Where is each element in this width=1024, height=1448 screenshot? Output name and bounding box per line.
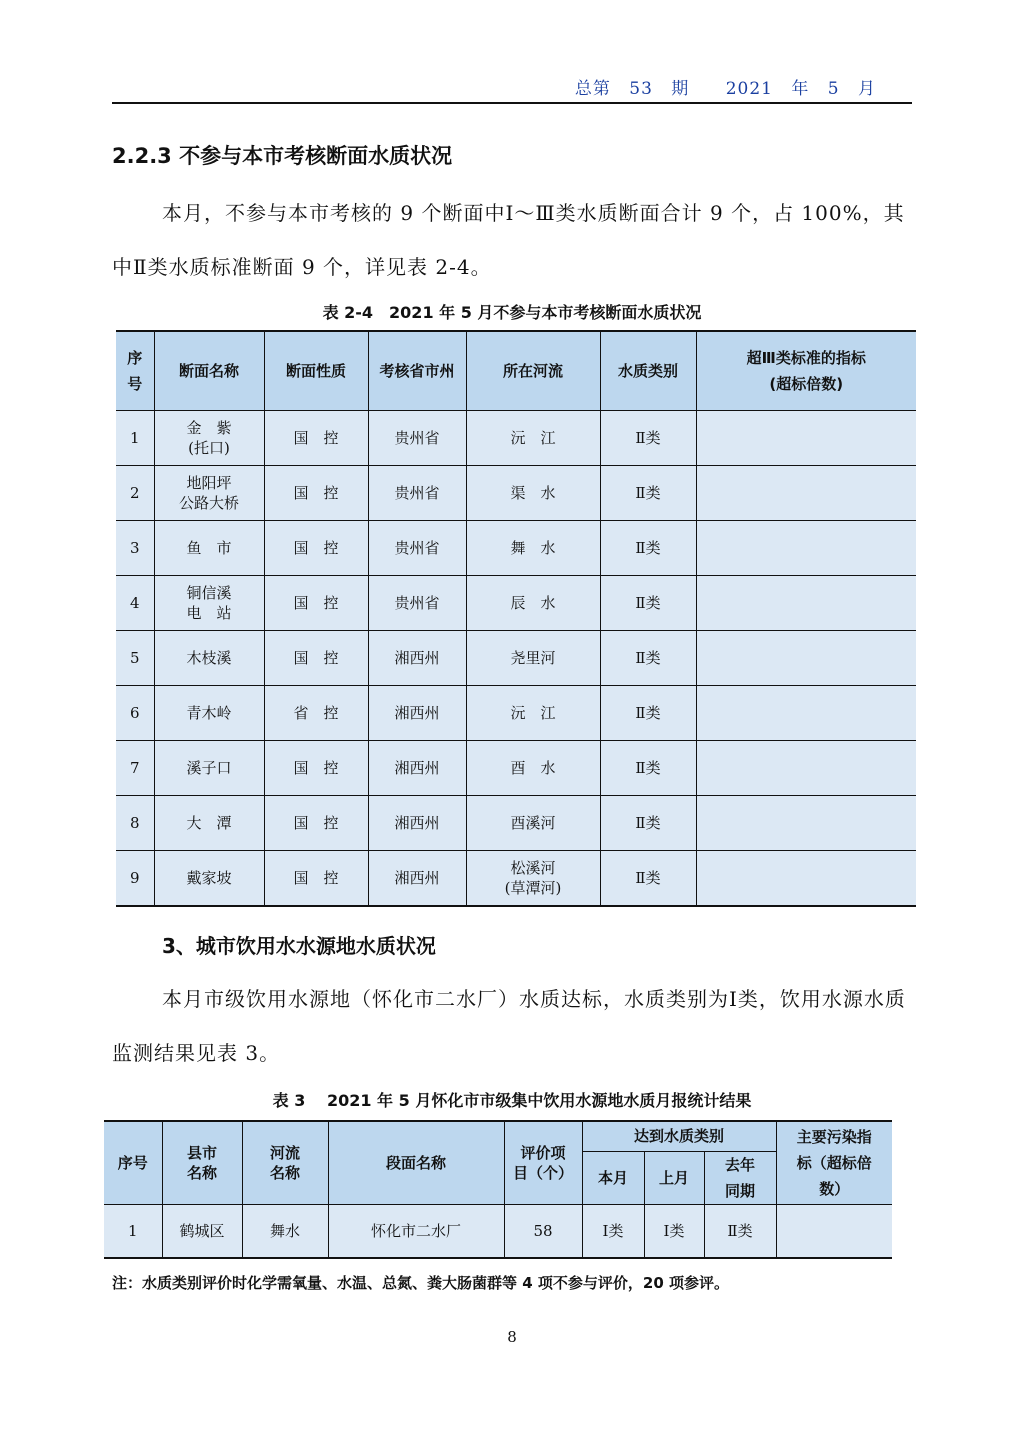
table-row [116, 851, 916, 907]
cell-exceed-indicator [696, 686, 916, 741]
table-row [116, 686, 916, 741]
cell-last-month: Ⅰ类 [644, 1204, 704, 1258]
paragraph-summary: 本月，不参与本市考核的 9 个断面中Ⅰ～Ⅲ类水质断面合计 9 个，占 100%，其中Ⅱ类水质标准断面 9 个，详见表 2-4。 [112, 201, 905, 279]
cell-main-pollutant [776, 1204, 892, 1258]
header-evaluation-items: 评价项 目（个） [504, 1121, 582, 1204]
cell-last-year: Ⅱ类 [704, 1204, 776, 1258]
table-row [116, 411, 916, 466]
cell-province: 湘西州 [368, 796, 466, 851]
table-note: 注：水质类别评价时化学需氧量、水温、总氮、粪大肠菌群等 4 项不参与评价，20 项参评。 [112, 1274, 729, 1292]
cell-water-class: Ⅱ类 [600, 851, 696, 907]
page-header [112, 72, 912, 104]
cell-exceed-indicator [696, 576, 916, 631]
cell-river: 舞水 [242, 1204, 328, 1258]
header-river: 河流 名称 [242, 1121, 328, 1204]
cell-section-type: 国 控 [264, 521, 368, 576]
cell-seq: 5 [116, 631, 154, 686]
cell-seq: 2 [116, 466, 154, 521]
table-row [116, 741, 916, 796]
table-row [116, 576, 916, 631]
cell-section-type: 国 控 [264, 796, 368, 851]
cell-water-class: Ⅱ类 [600, 576, 696, 631]
header-section-type: 断面性质 [264, 331, 368, 411]
cell-river: 渠 水 [466, 466, 600, 521]
section-title: 2.2.3 不参与本市考核断面水质状况 [112, 144, 453, 168]
cell-section-name: 戴家坡 [154, 851, 264, 907]
header-county: 县市 名称 [162, 1121, 242, 1204]
table-3-caption: 表 3 2021 年 5 月怀化市市级集中饮用水源地水质月报统计结果 [272, 1091, 752, 1110]
cell-province: 贵州省 [368, 411, 466, 466]
table-header-row [116, 331, 916, 411]
header-exceed-indicator: 超Ⅲ类标准的指标 (超标倍数) [696, 331, 916, 411]
cell-section-name: 铜信溪 电 站 [154, 576, 264, 631]
cell-river: 舞 水 [466, 521, 600, 576]
cell-water-class: Ⅱ类 [600, 796, 696, 851]
cell-seq: 1 [104, 1204, 162, 1258]
header-main-pollutant: 主要污染指 标（超标倍 数） [776, 1121, 892, 1204]
cell-seq: 4 [116, 576, 154, 631]
cell-water-class: Ⅱ类 [600, 521, 696, 576]
header-section-name: 段面名称 [328, 1121, 504, 1204]
cell-province: 贵州省 [368, 466, 466, 521]
cell-exceed-indicator [696, 851, 916, 907]
table-row [116, 796, 916, 851]
cell-river: 酉 水 [466, 741, 600, 796]
cell-seq: 7 [116, 741, 154, 796]
header-issue-date: 总第 53 期 2021 年 5 月 [574, 79, 876, 99]
cell-province: 贵州省 [368, 576, 466, 631]
cell-section-type: 国 控 [264, 466, 368, 521]
cell-this-month: Ⅰ类 [582, 1204, 644, 1258]
cell-seq: 9 [116, 851, 154, 907]
header-seq: 序号 [104, 1121, 162, 1204]
header-last-month: 上月 [644, 1151, 704, 1204]
header-seq: 序 号 [116, 331, 154, 411]
cell-section-name: 地阳坪 公路大桥 [154, 466, 264, 521]
cell-water-class: Ⅱ类 [600, 411, 696, 466]
cell-exceed-indicator [696, 796, 916, 851]
cell-river: 酉溪河 [466, 796, 600, 851]
cell-exceed-indicator [696, 631, 916, 686]
header-river: 所在河流 [466, 331, 600, 411]
cell-section-type: 国 控 [264, 411, 368, 466]
table-row [116, 466, 916, 521]
table-row [104, 1204, 892, 1258]
header-this-month: 本月 [582, 1151, 644, 1204]
table-row [116, 521, 916, 576]
cell-exceed-indicator [696, 411, 916, 466]
cell-province: 湘西州 [368, 741, 466, 796]
cell-county: 鹤城区 [162, 1204, 242, 1258]
cell-province: 贵州省 [368, 521, 466, 576]
cell-river: 松溪河 (草潭河) [466, 851, 600, 907]
cell-water-class: Ⅱ类 [600, 631, 696, 686]
header-province: 考核省市州 [368, 331, 466, 411]
cell-water-class: Ⅱ类 [600, 741, 696, 796]
header-section-name: 断面名称 [154, 331, 264, 411]
cell-province: 湘西州 [368, 631, 466, 686]
cell-section-type: 国 控 [264, 851, 368, 907]
cell-exceed-indicator [696, 741, 916, 796]
table-2-4-caption: 表 2-4 2021 年 5 月不参与本市考核断面水质状况 [322, 303, 702, 322]
header-water-class: 达到水质类别 [582, 1121, 776, 1151]
cell-seq: 8 [116, 796, 154, 851]
cell-section-name: 青木岭 [154, 686, 264, 741]
cell-section-type: 省 控 [264, 686, 368, 741]
cell-section-type: 国 控 [264, 631, 368, 686]
cell-evaluation-items: 58 [504, 1204, 582, 1258]
cell-section-name: 金 紫 (托口) [154, 411, 264, 466]
cell-seq: 3 [116, 521, 154, 576]
cell-exceed-indicator [696, 521, 916, 576]
cell-section-name: 鱼 市 [154, 521, 264, 576]
cell-seq: 1 [116, 411, 154, 466]
cell-seq: 6 [116, 686, 154, 741]
table-3 [104, 1120, 892, 1259]
cell-section-name: 溪子口 [154, 741, 264, 796]
cell-section-name: 怀化市二水厂 [328, 1204, 504, 1258]
table-row [116, 631, 916, 686]
subsection-title: 3、城市饮用水水源地水质状况 [162, 934, 436, 958]
cell-section-name: 大 潭 [154, 796, 264, 851]
table-2-4 [116, 330, 916, 907]
cell-river: 辰 水 [466, 576, 600, 631]
cell-section-type: 国 控 [264, 741, 368, 796]
cell-water-class: Ⅱ类 [600, 466, 696, 521]
cell-river: 尧里河 [466, 631, 600, 686]
cell-section-type: 国 控 [264, 576, 368, 631]
cell-section-name: 木枝溪 [154, 631, 264, 686]
cell-river: 沅 江 [466, 686, 600, 741]
header-water-class: 水质类别 [600, 331, 696, 411]
paragraph-drinking-water: 本月市级饮用水源地（怀化市二水厂）水质达标，水质类别为Ⅰ类，饮用水源水质监测结果见表 3。 [112, 987, 906, 1065]
page-number: 8 [507, 1328, 517, 1346]
header-last-year: 去年 同期 [704, 1151, 776, 1204]
cell-province: 湘西州 [368, 686, 466, 741]
cell-exceed-indicator [696, 466, 916, 521]
cell-province: 湘西州 [368, 851, 466, 907]
cell-river: 沅 江 [466, 411, 600, 466]
cell-water-class: Ⅱ类 [600, 686, 696, 741]
